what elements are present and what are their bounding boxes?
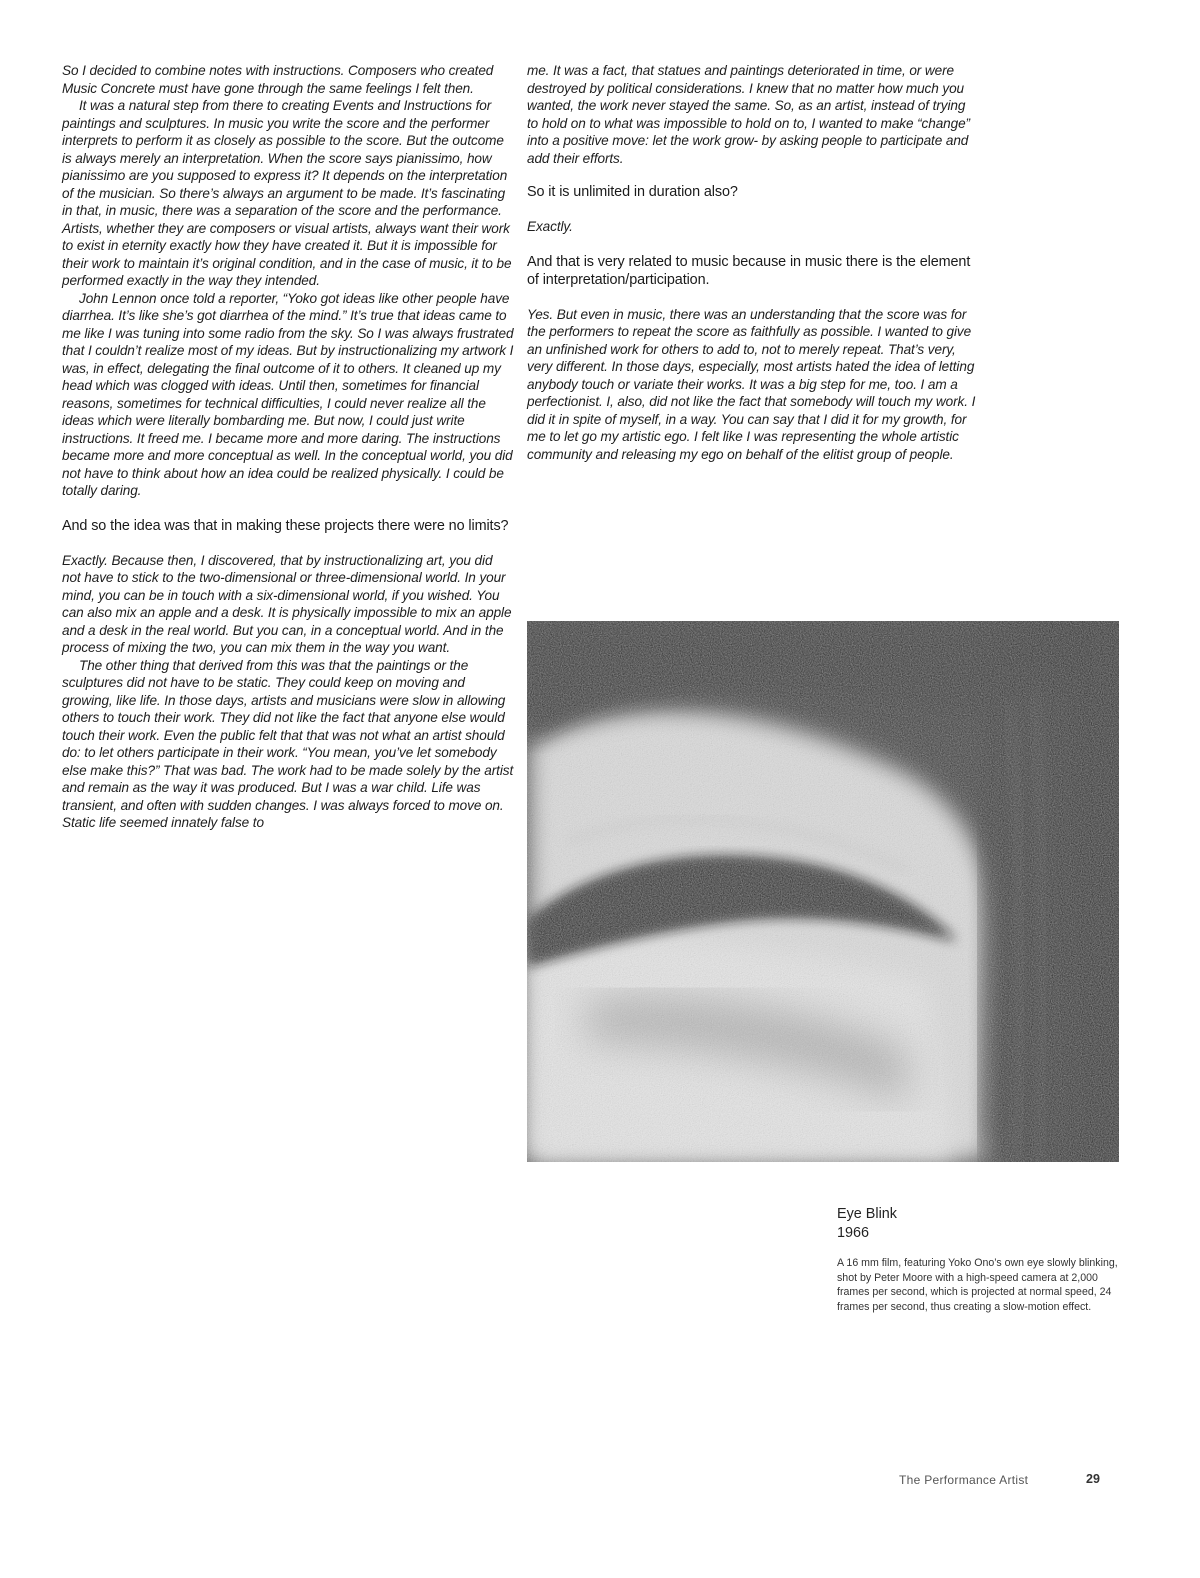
paragraph: The other thing that derived from this was that the paintings or the sculptures did not have to be static. They could keep on moving and growing, like life. In those days, artists and musicians were slow in allowing others to touch their work. They did not like the fact that anyone else would touch their work. Even the public felt that that was not what an artist should do: to let others participate in their work. “You mean, you’ve let somebody else make this?” That was bad. The work had to be made solely by the artist and remain as the way it was produced. But I was a war child. Life was transient, and often with sudden changes. I was always forced to move on. Static life seemed innately false to bbox=[62, 657, 514, 830]
caption-work-title: Eye Blink bbox=[837, 1206, 897, 1222]
interview-question: And so the idea was that in making these projects there were no limits? bbox=[62, 517, 509, 534]
caption-description: A 16 mm film, featuring Yoko Ono’s own eye slowly blinking, shot by Peter Moore with a high-speed camera at 2,000 frames per second, which is projected at normal speed, 24 frames per second, thus creating a slow-motion effect. bbox=[837, 1257, 1118, 1313]
caption-title bbox=[837, 1205, 1037, 1243]
paragraph: John Lennon once told a reporter, “Yoko got ideas like other people have diarrhea. It’s like she’s got diarrhea of the mind.” It’s true that ideas came to me like I was tuning into some radio from the sky. So I was always frustrated that I couldn’t realize most of my ideas. But by instructionalizing my artwork I was, in effect, delegating the final outcome of it to others. It cleaned up my head which was clogged with ideas. Until then, sometimes for financial reasons, sometimes for technical difficulties, I could never realize all the ideas which were literally bombarding me. But now, I could just write instructions. It freed me. I became more and more daring. The instructions became more and more conceptual as well. In the conceptual world, you did not have to think about how an idea could be realized physically. I could be totally daring. bbox=[62, 290, 514, 498]
interview-answer: Exactly. Because then, I discovered, that by instructionalizing art, you did not have to stick to the two-dimensional or three-dimensional world. In your mind, you can be in touch with a six-dimensional world, if you wished. You can also mix an apple and a desk. It is physically impossible to mix an apple and a desk in the real world. But you can, in a conceptual world. And in the process of mixing the two, you can mix them in the way you want. bbox=[62, 552, 512, 655]
interview-answer: Exactly. bbox=[527, 219, 573, 234]
interview-question: And that is very related to music because in music there is the element of interpretation/participation. bbox=[527, 253, 971, 288]
eye-blink-film-still bbox=[527, 621, 1119, 1162]
paragraph: So I decided to combine notes with instructions. Composers who created Music Concrete must have gone through the same feelings I felt then. bbox=[62, 63, 494, 96]
paragraph: It was a natural step from there to creating Events and Instructions for paintings and sculptures. In music you write the score and the performer interprets to perform it as closely as possible to the score. But the outcome is always merely an interpretation. When the score says pianissimo, how pianissimo are you supposed to express it? It depends on the interpretation of the musician. So there’s always an argument to be made. It’s fascinating in that, in music, there was a separation of the score and the performance. Artists, whether they are composers or visual artists, always want their work to exist in eternity exactly how they have created it. But it is impossible for their work to maintain it’s original condition, and in the case of music, it to be performed exactly in the way they intended. bbox=[62, 98, 512, 288]
interview-question: So it is unlimited in duration also? bbox=[527, 184, 738, 200]
interview-answer: Yes. But even in music, there was an understanding that the score was for the performers to repeat the score as faithfully as possible. I wanted to give an unfinished work for others to add to, not to merely repeat. That’s very, very different. In those days, especially, most artists hated the idea of letting anybody touch or variate their works. It was a big step for me, too. I am a perfectionist. I, also, did not like the fact that somebody will touch my work. I did it in spite of myself, in a way. You can say that I did it for my growth, for me to let go my artistic ego. I felt like I was representing the whole artistic community and releasing my ego on behalf of the elitist group of people. bbox=[527, 306, 976, 462]
left-text-column bbox=[62, 62, 514, 832]
running-footer-section: The Performance Artist bbox=[899, 1473, 1029, 1487]
caption-year: 1966 bbox=[837, 1225, 870, 1241]
page-number: 29 bbox=[1086, 1472, 1100, 1486]
right-text-column bbox=[527, 62, 977, 463]
paragraph: me. It was a fact, that statues and paintings deteriorated in time, or were destroyed by political considerations. I knew that no matter how much you wanted, the work never stayed the same. So, as an artist, instead of trying to hold on to what was impossible to hold on to, I wanted to make “change” into a positive move: let the work grow- by asking people to participate and add their efforts. bbox=[527, 63, 970, 166]
